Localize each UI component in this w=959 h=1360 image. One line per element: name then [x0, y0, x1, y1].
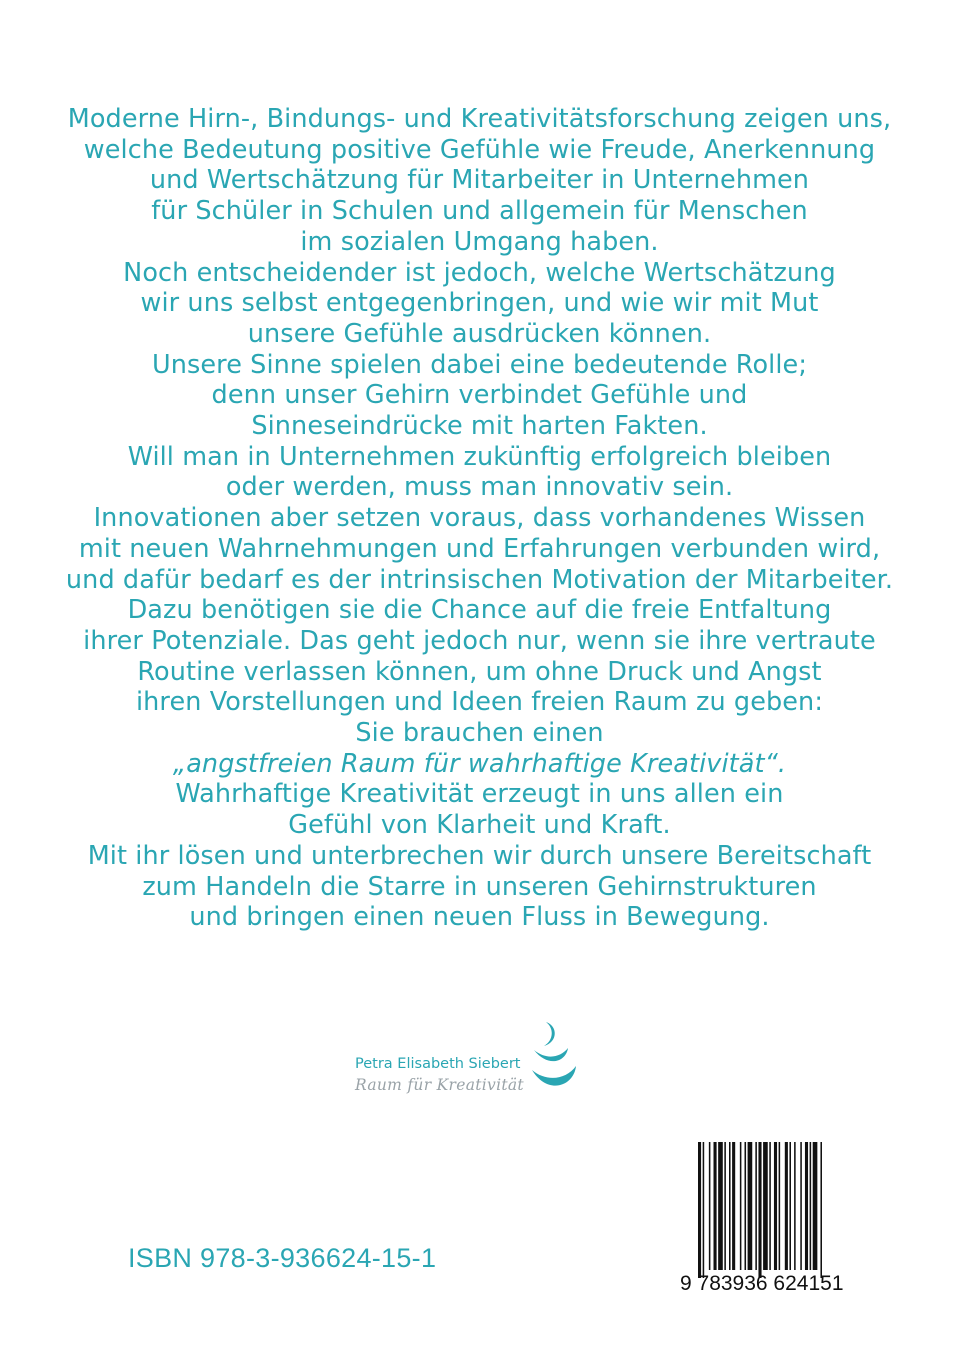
blurb-line-quote: „angstfreien Raum für wahrhaftige Kreativität“.	[172, 748, 787, 779]
blurb-line: und dafür bedarf es der intrinsischen Motivation der Mitarbeiter.	[65, 564, 894, 595]
barcode-bar	[698, 1142, 701, 1278]
barcode-bar	[709, 1142, 711, 1270]
isbn-number: ISBN 978-3-936624-15-1	[128, 1243, 437, 1273]
barcode-bar	[748, 1142, 753, 1270]
blurb-line: oder werden, muss man innovativ sein.	[225, 472, 734, 503]
barcode-bar	[789, 1142, 791, 1270]
barcode-bar	[805, 1142, 808, 1270]
blurb-line: unsere Gefühle ausdrücken können.	[247, 318, 712, 349]
blurb-line: und bringen einen neuen Fluss in Bewegung.	[189, 902, 770, 933]
barcode-bar	[732, 1142, 735, 1270]
barcode-bar	[763, 1142, 768, 1270]
blurb-line: und Wertschätzung für Mitarbeiter in Unternehmen	[149, 165, 810, 196]
publisher-logo	[352, 1020, 592, 1100]
blurb-line: Routine verlassen können, um ohne Druck und Angst	[137, 656, 822, 687]
barcode-bars	[680, 1138, 868, 1278]
blurb-line: Gefühl von Klarheit und Kraft.	[288, 810, 671, 841]
barcode-bar	[755, 1142, 757, 1270]
blurb-line: denn unser Gehirn verbindet Gefühle und	[211, 380, 748, 411]
barcode-bar	[794, 1142, 796, 1270]
blurb-line: Wahrhaftige Kreativität erzeugt in uns allen ein	[175, 779, 784, 810]
blurb-line: zum Handeln die Starre in unseren Gehirnstrukturen	[142, 871, 817, 902]
barcode-bar	[779, 1142, 781, 1270]
barcode-bar	[800, 1142, 802, 1270]
barcode	[680, 1138, 868, 1304]
barcode-bar	[729, 1142, 731, 1270]
barcode-bar	[740, 1142, 742, 1270]
blurb-line: Sinneseindrücke mit harten Fakten.	[251, 411, 708, 442]
barcode-digits: 9 783936 624151	[680, 1272, 844, 1295]
blurb-line: ihren Vorstellungen und Ideen freien Raum zu geben:	[135, 687, 824, 718]
logo-name: Petra Elisabeth Siebert	[355, 1056, 521, 1072]
blurb-line: welche Bedeutung positive Gefühle wie Freude, Anerkennung	[83, 134, 876, 165]
barcode-bar	[785, 1142, 788, 1270]
blurb-line: Sie brauchen einen	[355, 718, 604, 749]
barcode-bar	[718, 1142, 723, 1270]
barcode-bar	[769, 1142, 771, 1270]
blurb-line: Unsere Sinne spielen dabei eine bedeutende Rolle;	[151, 349, 808, 380]
blurb-line: Mit ihr lösen und unterbrechen wir durch unsere Bereitschaft	[87, 840, 872, 871]
barcode-bar	[714, 1142, 717, 1270]
blurb-line: Will man in Unternehmen zukünftig erfolgreich bleiben	[127, 441, 832, 472]
back-cover-blurb	[40, 104, 919, 933]
blurb-line: Moderne Hirn-, Bindungs- und Kreativitätsforschung zeigen uns,	[67, 104, 892, 134]
logo-tagline: Raum für Kreativität	[355, 1076, 524, 1094]
barcode-bar	[724, 1142, 726, 1270]
barcode-bar	[813, 1142, 818, 1270]
barcode-bar	[810, 1142, 812, 1270]
barcode-bar	[774, 1142, 777, 1270]
blurb-line: Innovationen aber setzen voraus, dass vorhandenes Wissen	[93, 503, 866, 534]
blurb-line: ihrer Potenziale. Das geht jedoch nur, wenn sie ihre vertraute	[83, 625, 876, 656]
blurb-line: Dazu benötigen sie die Chance auf die freie Entfaltung	[127, 595, 832, 626]
barcode-bar	[703, 1142, 705, 1278]
blurb-line: im sozialen Umgang haben.	[300, 226, 659, 257]
blurb-line: wir uns selbst entgegenbringen, und wie wir mit Mut	[140, 288, 819, 319]
blurb-line: für Schüler in Schulen und allgemein für Menschen	[151, 196, 808, 227]
barcode-bar	[820, 1142, 822, 1278]
blurb-line: Noch entscheidender ist jedoch, welche Wertschätzung	[123, 257, 836, 288]
blurb-line: mit neuen Wahrnehmungen und Erfahrungen verbunden wird,	[78, 533, 881, 564]
barcode-bar	[758, 1142, 761, 1278]
barcode-bar	[745, 1142, 747, 1270]
crescent-waves-icon	[528, 1020, 584, 1100]
